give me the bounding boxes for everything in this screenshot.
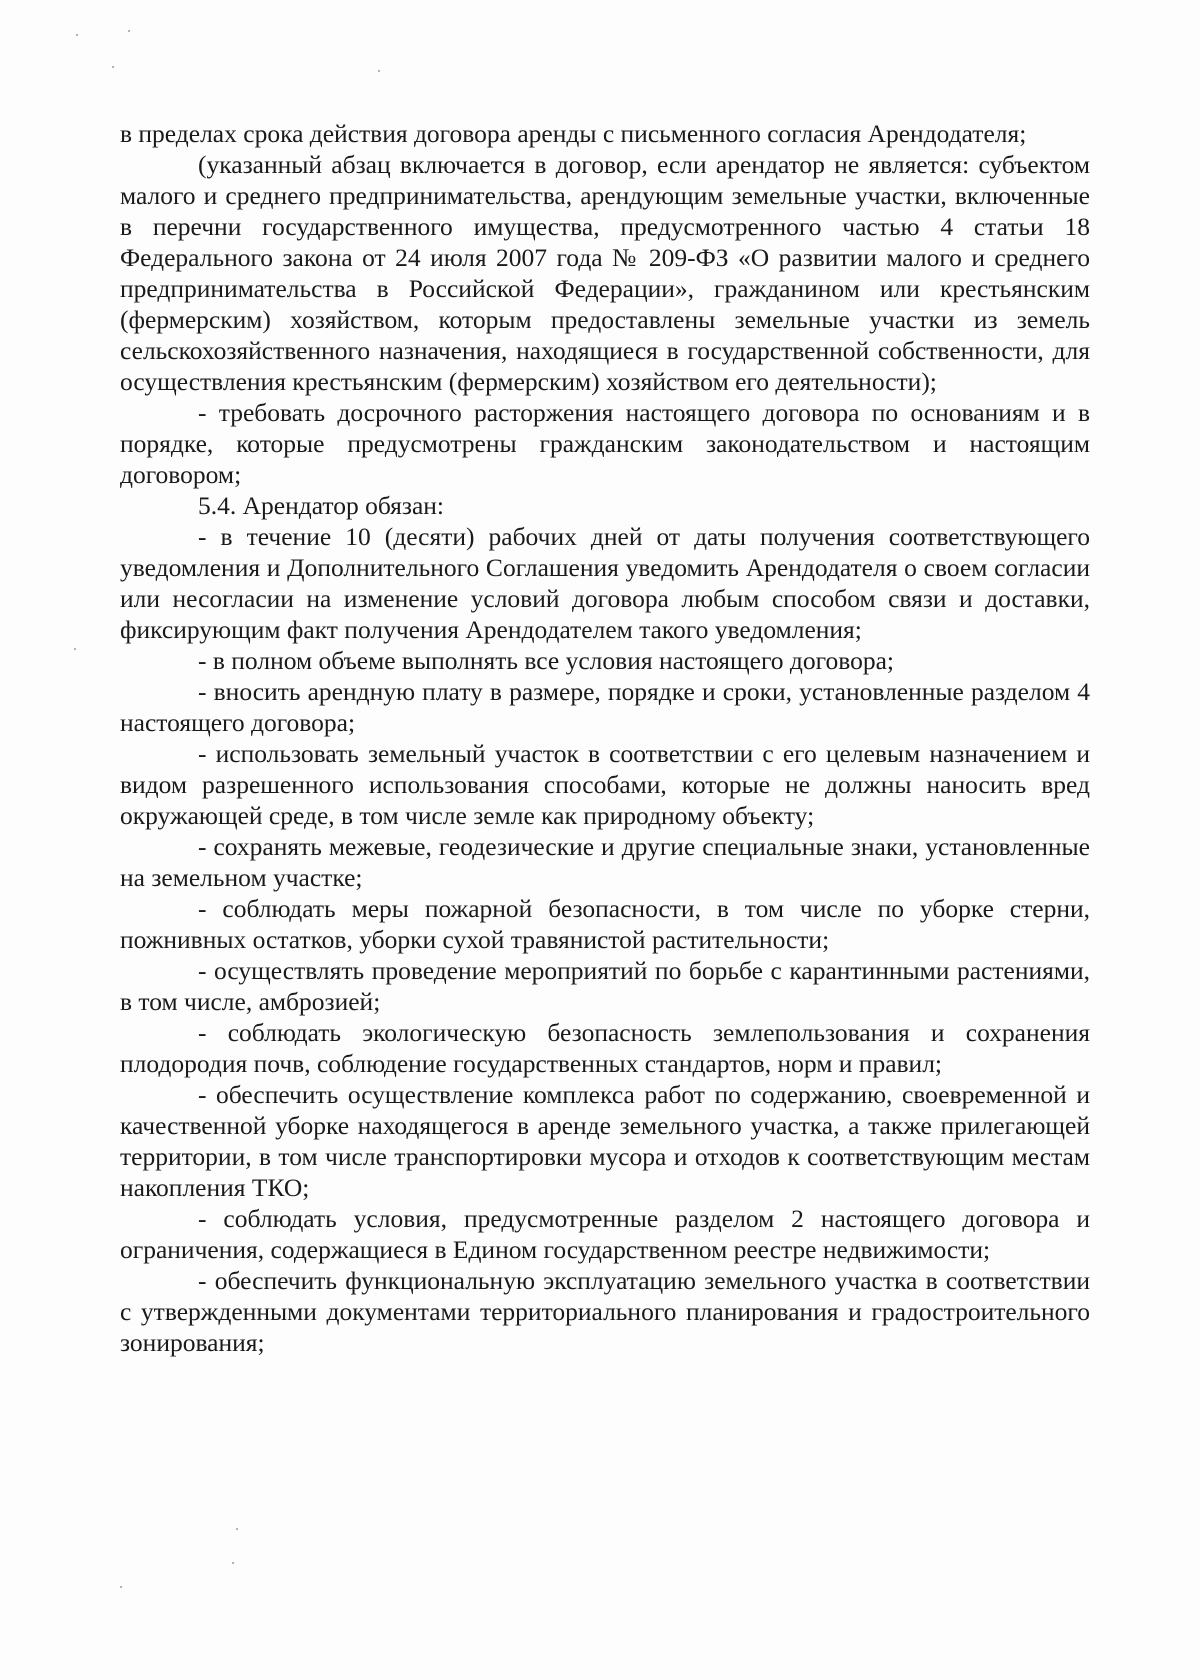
list-item: - сохранять межевые, геодезические и другие специальные знаки, установленные на земельном участке; <box>120 832 1090 892</box>
list-item: - обеспечить осуществление комплекса работ по содержанию, своевременной и качественной уборке находящегося в аренде земельного участка, а также прилегающей территории, в том числе транспортировки мусора и отходов к соответствующим местам накопления ТКО; <box>120 1080 1090 1202</box>
scan-speck <box>112 66 114 68</box>
scan-speck <box>74 648 76 650</box>
scan-speck <box>120 1586 122 1588</box>
list-item: - в течение 10 (десяти) рабочих дней от даты получения соответствующего уведомления и Дополнительного Соглашения уведомить Арендодателя о своем согласии или несогласии на изменение условий договора любым способом связи и доставки, фиксирующим факт получения Арендодателем такого уведомления; <box>120 522 1090 644</box>
scan-speck <box>236 1528 238 1530</box>
list-item: - обеспечить функциональную эксплуатацию земельного участка в соответствии с утвержденными документами территориального планирования и градостроительного зонирования; <box>120 1266 1090 1357</box>
paragraph-termination-right: - требовать досрочного расторжения настоящего договора по основаниям и в порядке, которые предусмотрены гражданским законодательством и настоящим договором; <box>120 398 1090 489</box>
scan-speck <box>76 34 78 36</box>
section-heading-5-4: 5.4. Арендатор обязан: <box>198 491 445 520</box>
document-body <box>120 118 1090 1358</box>
list-item: - соблюдать условия, предусмотренные разделом 2 настоящего договора и ограничения, содержащиеся в Едином государственном реестре недвижимости; <box>120 1204 1090 1264</box>
list-item: - соблюдать экологическую безопасность землепользования и сохранения плодородия почв, соблюдение государственных стандартов, норм и правил; <box>120 1018 1090 1078</box>
list-item: - в полном объеме выполнять все условия настоящего договора; <box>198 646 894 675</box>
scan-speck <box>232 1562 234 1564</box>
list-item: - вносить арендную плату в размере, порядке и сроки, установленные разделом 4 настоящего договора; <box>120 677 1090 737</box>
scan-speck <box>378 70 380 72</box>
list-item: - использовать земельный участок в соответствии с его целевым назначением и видом разрешенного использования способами, которые не должны наносить вред окружающей среде, в том числе земле как природному объекту; <box>120 739 1090 830</box>
list-item: - соблюдать меры пожарной безопасности, в том числе по уборке стерни, пожнивных остатков, уборки сухой травянистой растительности; <box>120 894 1090 954</box>
list-item: - осуществлять проведение мероприятий по борьбе с карантинными растениями, в том числе, амброзией; <box>120 956 1090 1016</box>
paragraph-continuation: в пределах срока действия договора аренды с письменного согласия Арендодателя; <box>120 119 1027 148</box>
scan-speck <box>128 30 130 32</box>
paragraph-note: (указанный абзац включается в договор, если арендатор не является: субъектом малого и среднего предпринимательства, арендующим земельные участки, включенные в перечни государственного имущества, предусмотренного частью 4 статьи 18 Федерального закона от 24 июля 2007 года № 209-ФЗ «О развитии малого и среднего предпринимательства в Российской Федерации», гражданином или крестьянским (фермерским) хозяйством, которым предоставлены земельные участки из земель сельскохозяйственного назначения, находящиеся в государственной собственности, для осуществления крестьянским (фермерским) хозяйством его деятельности); <box>120 150 1090 396</box>
